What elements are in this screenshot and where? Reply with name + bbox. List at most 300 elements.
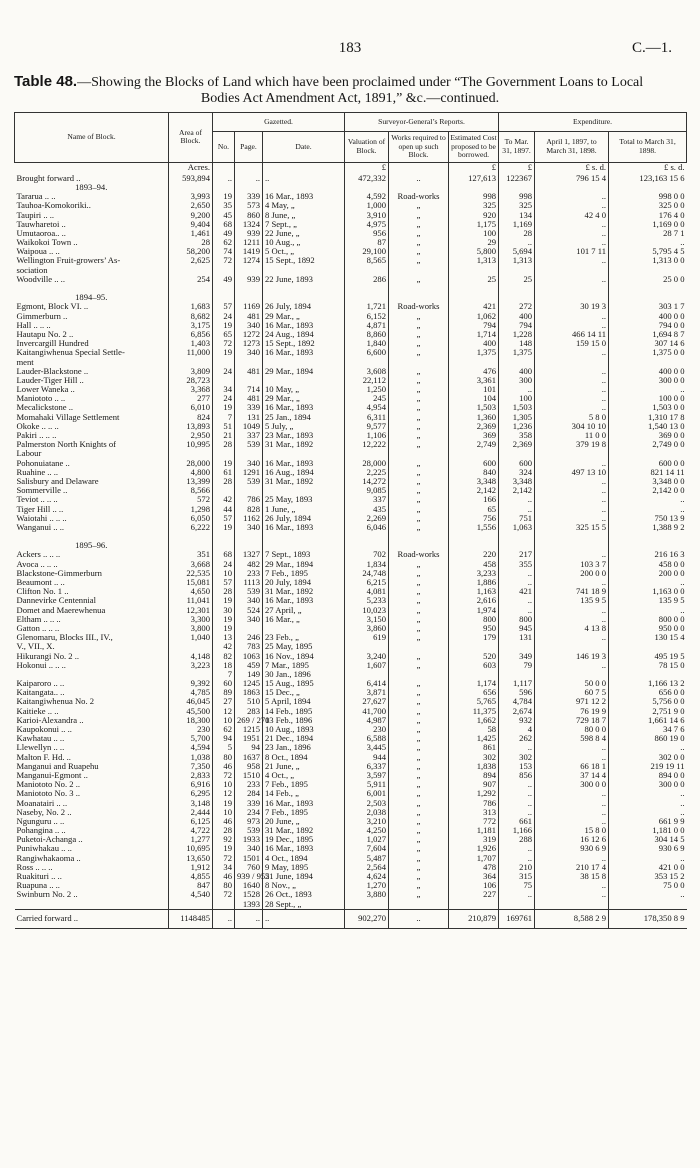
gazette-page-cell: 939 / 955 [235, 872, 263, 881]
gazette-no-cell: 19 [213, 403, 235, 412]
block-name-cell: Salisbury and Delaware [16, 475, 99, 486]
valuation-cell: 1,000 [345, 201, 389, 210]
block-name-cell: Puniwhakau .. .. [16, 843, 72, 854]
to-1897-cell: 134 [499, 211, 535, 220]
block-name-cell: Kaitangiwhenua No. 2 [16, 696, 95, 707]
gazette-date-cell: 5 July, „ [263, 422, 345, 431]
area-cell: 1,912 [169, 863, 213, 872]
gazette-date-cell: 10 Aug., „ [263, 238, 345, 247]
block-name-cell: Pakiri .. .. .. [16, 430, 57, 441]
gazette-no-cell: 72 [213, 256, 235, 265]
gazette-page-cell: 973 [235, 817, 263, 826]
total-cell: 794 0 0 [609, 321, 687, 330]
empty-cell [609, 284, 687, 293]
area-cell: 13,893 [169, 422, 213, 431]
works-cell: „ [389, 578, 449, 587]
to-1897-cell: 1,313 [499, 256, 535, 265]
gazette-no-cell: 57 [213, 514, 235, 523]
total-cell: 1,661 14 6 [609, 716, 687, 725]
valuation-cell: 619 [345, 633, 389, 642]
total-cell: 750 13 9 [609, 514, 687, 523]
april-1897-cell: .. [535, 238, 609, 247]
gazette-no-cell: 19 [213, 192, 235, 201]
estimated-cost-cell: 840 [449, 468, 499, 477]
gazette-page-cell: 339 [235, 192, 263, 201]
gazette-date-cell: 16 Mar., 1893 [263, 321, 345, 330]
empty-cell [535, 183, 609, 192]
works-cell: „ [389, 596, 449, 605]
total-cell: 200 0 0 [609, 569, 687, 578]
gazette-date-cell: 16 Mar., 1893 [263, 596, 345, 605]
gazette-page-cell: 481 [235, 367, 263, 376]
to-1897-cell: .. [499, 844, 535, 853]
to-1897-cell: .. [499, 789, 535, 798]
gazette-page-cell: 760 [235, 863, 263, 872]
gazette-no-cell: 19 [213, 615, 235, 624]
estimated-cost-cell: 772 [449, 817, 499, 826]
gazette-date-cell: 20 July, 1894 [263, 578, 345, 587]
to-1897-cell: 1,063 [499, 523, 535, 532]
empty-cell [263, 284, 345, 293]
area-cell: 4,855 [169, 872, 213, 881]
table-row [15, 734, 687, 743]
april-1897-cell: .. [535, 753, 609, 762]
block-name-cell: Blackstone-Gimmerburn [16, 567, 102, 578]
gazette-no-cell: 46 [213, 762, 235, 771]
april-1897-cell: £ s. d. [535, 162, 609, 172]
works-cell: „ [389, 505, 449, 514]
block-name-cell: Kaupokonui .. .. [16, 724, 72, 735]
works-cell: „ [389, 422, 449, 431]
empty-cell [389, 284, 449, 293]
block-name-cell: Labour [16, 448, 42, 459]
block-name-cell: Clifton No. 1 .. [16, 586, 69, 597]
block-name-cell: Ruahine .. .. [16, 466, 59, 477]
works-cell: „ [389, 238, 449, 247]
gazette-no-cell: 28 [213, 826, 235, 835]
estimated-cost-cell: 5,800 [449, 247, 499, 256]
estimated-cost-cell: 1,360 [449, 413, 499, 422]
block-name-cell: Lauder-Blackstone .. [16, 365, 89, 376]
total-cell: 1,166 13 2 [609, 679, 687, 688]
gazette-page-cell: 1419 [235, 247, 263, 256]
works-cell: „ [389, 321, 449, 330]
gazette-no-cell: 42 [213, 495, 235, 504]
gazette-no-cell: 35 [213, 201, 235, 210]
valuation-cell: 1,607 [345, 661, 389, 670]
block-name-cell: Eltham .. .. .. [16, 613, 61, 624]
area-cell: 3,223 [169, 661, 213, 670]
valuation-cell: 41,700 [345, 707, 389, 716]
gazette-date-cell: 16 Mar., 1893 [263, 403, 345, 412]
table-row [15, 505, 687, 514]
block-name-cell: Tiger Hill .. .. [16, 503, 64, 514]
table-row [15, 211, 687, 220]
valuation-cell: 1,834 [345, 560, 389, 569]
gazette-page-cell: 269 / 270 [235, 716, 263, 725]
works-cell: „ [389, 413, 449, 422]
to-1897-cell: 2,369 [499, 440, 535, 449]
gazette-page-cell: 149 [235, 670, 263, 679]
gazette-page-cell [235, 162, 263, 172]
gazette-date-cell: 16 Mar., 1893 [263, 459, 345, 468]
gazette-page-cell: 340 [235, 348, 263, 357]
gazette-page-cell: 246 [235, 633, 263, 642]
table-row [15, 780, 687, 789]
works-cell: „ [389, 624, 449, 633]
gazette-page-cell: 714 [235, 385, 263, 394]
gazette-date-cell: 29 Mar., 1894 [263, 367, 345, 376]
area-cell: 10,695 [169, 844, 213, 853]
valuation-cell: 10,023 [345, 606, 389, 615]
valuation-cell: 3,910 [345, 211, 389, 220]
to-1897-cell: 4,784 [499, 697, 535, 706]
area-cell: 11,000 [169, 348, 213, 357]
works-cell: „ [389, 688, 449, 697]
gazette-no-cell: 10 [213, 780, 235, 789]
works-cell: „ [389, 348, 449, 357]
gazette-page-cell: 1063 [235, 652, 263, 661]
total-cell: 135 9 5 [609, 596, 687, 605]
works-cell: „ [389, 403, 449, 412]
gazette-date-cell: 8 Nov., „ [263, 881, 345, 890]
valuation-cell: 14,272 [345, 477, 389, 486]
valuation-cell: 6,588 [345, 734, 389, 743]
total-cell: .. [609, 799, 687, 808]
total-cell: 216 16 3 [609, 550, 687, 559]
to-1897-cell: 315 [499, 872, 535, 881]
april-1897-cell: 598 8 4 [535, 734, 609, 743]
estimated-cost-cell: 2,616 [449, 596, 499, 605]
to-1897-cell: 2,674 [499, 707, 535, 716]
works-cell: „ [389, 780, 449, 789]
valuation-cell: 7,604 [345, 844, 389, 853]
works-cell: .. [389, 172, 449, 183]
to-1897-cell: 217 [499, 550, 535, 559]
works-cell: „ [389, 652, 449, 661]
valuation-cell: 6,152 [345, 312, 389, 321]
estimated-cost-cell: 166 [449, 495, 499, 504]
gazette-date-cell: 16 Mar., 1893 [263, 844, 345, 853]
gazette-date-cell: 13 Feb., 1896 [263, 716, 345, 725]
area-cell: 847 [169, 881, 213, 890]
april-1897-cell: .. [535, 376, 609, 385]
to-1897-cell: 131 [499, 633, 535, 642]
gazette-no-cell: 51 [213, 422, 235, 431]
total-cell: 123,163 15 6 [609, 172, 687, 183]
gazette-page-cell: 340 [235, 459, 263, 468]
block-name-cell: Swinburn No. 2 .. [16, 889, 78, 900]
gazette-date-cell: 28 Sept., „ [263, 900, 345, 910]
gazette-date-cell: 19 Dec., 1895 [263, 835, 345, 844]
table-row [15, 468, 687, 477]
total-cell: 353 15 2 [609, 872, 687, 881]
gazette-page-cell: 539 [235, 826, 263, 835]
to-1897-cell: .. [499, 890, 535, 899]
to-1897-cell: .. [499, 780, 535, 789]
works-cell: „ [389, 495, 449, 504]
april-1897-cell: 325 15 5 [535, 523, 609, 532]
area-cell: 254 [169, 275, 213, 284]
area-cell: 8,682 [169, 312, 213, 321]
gazette-no-cell: 82 [213, 652, 235, 661]
works-cell: „ [389, 872, 449, 881]
area-cell: 1,403 [169, 339, 213, 348]
estimated-cost-cell: 1,425 [449, 734, 499, 743]
estimated-cost-cell: 1,974 [449, 606, 499, 615]
valuation-cell: 6,337 [345, 762, 389, 771]
works-cell: „ [389, 835, 449, 844]
works-cell: „ [389, 211, 449, 220]
block-name-cell: Maniototo No. 3 .. [16, 788, 80, 799]
block-name-cell: Rangiwhakaoma .. [16, 852, 81, 863]
table-row [15, 192, 687, 201]
april-1897-cell: .. [535, 854, 609, 863]
estimated-cost-cell: 1,838 [449, 762, 499, 771]
area-cell: 18,300 [169, 716, 213, 725]
header-expenditure: Expenditure. [499, 113, 687, 132]
estimated-cost-cell: 1,292 [449, 789, 499, 798]
area-cell: 8,566 [169, 486, 213, 495]
area-cell: 6,222 [169, 523, 213, 532]
total-cell: .. [609, 238, 687, 247]
april-1897-cell: .. [535, 312, 609, 321]
valuation-cell: 3,210 [345, 817, 389, 826]
block-name-cell: Kaitangata.. .. [16, 687, 65, 698]
area-cell: 3,148 [169, 799, 213, 808]
empty-cell [345, 532, 389, 541]
gazette-no-cell: 30 [213, 606, 235, 615]
gazette-page-cell: 131 [235, 413, 263, 422]
gazette-page-cell: 1933 [235, 835, 263, 844]
to-1897-cell: 421 [499, 587, 535, 596]
gazette-no-cell: 19 [213, 799, 235, 808]
april-1897-cell [535, 449, 609, 458]
area-cell: 6,010 [169, 403, 213, 412]
empty-cell [535, 541, 609, 550]
estimated-cost-cell: 476 [449, 367, 499, 376]
gazette-no-cell: 28 [213, 477, 235, 486]
works-cell: „ [389, 587, 449, 596]
april-1897-cell: 38 15 8 [535, 872, 609, 881]
works-cell: „ [389, 854, 449, 863]
gazette-date-cell: .. [263, 172, 345, 183]
to-1897-cell: 596 [499, 688, 535, 697]
area-cell: 7,350 [169, 762, 213, 771]
gazette-no-cell: 72 [213, 771, 235, 780]
valuation-cell: 4,624 [345, 872, 389, 881]
total-cell: 2,751 9 0 [609, 707, 687, 716]
gazette-page-cell: 573 [235, 201, 263, 210]
block-name-cell: Waikokoi Town .. [16, 237, 78, 248]
gazette-page-cell: 481 [235, 394, 263, 403]
gazette-date-cell: 31 Mar., 1892 [263, 477, 345, 486]
table-row [15, 569, 687, 578]
gazette-page-cell: 1291 [235, 468, 263, 477]
gazette-page-cell: 1863 [235, 688, 263, 697]
block-name-cell: Woodville .. .. [16, 273, 65, 284]
table-row [15, 440, 687, 449]
valuation-cell: 435 [345, 505, 389, 514]
valuation-cell: 230 [345, 725, 389, 734]
works-cell: „ [389, 661, 449, 670]
area-cell: 5,700 [169, 734, 213, 743]
valuation-cell: 3,871 [345, 688, 389, 697]
block-name-cell: Maniototo .. .. [16, 393, 66, 404]
works-cell: „ [389, 734, 449, 743]
to-1897-cell: 122367 [499, 172, 535, 183]
to-1897-cell: 358 [499, 431, 535, 440]
table-row [15, 890, 687, 899]
works-cell: „ [389, 486, 449, 495]
table-row [15, 312, 687, 321]
gazette-date-cell: 1 June, „ [263, 505, 345, 514]
area-cell: 28,723 [169, 376, 213, 385]
works-cell: „ [389, 826, 449, 835]
april-1897-cell [535, 266, 609, 275]
block-name-cell: Waiotahi .. .. .. [16, 512, 67, 523]
april-1897-cell: 497 13 10 [535, 468, 609, 477]
works-cell: „ [389, 881, 449, 890]
valuation-cell: 4,987 [345, 716, 389, 725]
estimated-cost-cell: 1,503 [449, 403, 499, 412]
block-name-cell: Ackers .. .. .. [16, 549, 61, 560]
gazette-date-cell: 16 Mar., 1893 [263, 799, 345, 808]
total-cell: 178,350 8 9 [609, 909, 687, 928]
estimated-cost-cell: 920 [449, 211, 499, 220]
gazette-date-cell: 29 Mar., „ [263, 394, 345, 403]
gazette-date-cell: 10 May, „ [263, 385, 345, 394]
works-cell: „ [389, 220, 449, 229]
block-name-cell: Lauder-Tiger Hill .. [16, 374, 84, 385]
estimated-cost-cell: 800 [449, 615, 499, 624]
gazette-date-cell: 5 Oct., „ [263, 247, 345, 256]
valuation-cell: 1,106 [345, 431, 389, 440]
works-cell: .. [389, 909, 449, 928]
valuation-cell: 6,311 [345, 413, 389, 422]
gazette-page-cell: 828 [235, 505, 263, 514]
gazette-page-cell: .. [235, 172, 263, 183]
empty-cell [499, 532, 535, 541]
april-1897-cell: .. [535, 789, 609, 798]
gazette-date-cell: 30 Jan., 1896 [263, 670, 345, 679]
gazette-date-cell: 15 Sept., 1892 [263, 339, 345, 348]
valuation-cell: 3,880 [345, 890, 389, 899]
gazette-page-cell: 482 [235, 560, 263, 569]
table-row [15, 376, 687, 385]
total-cell: 369 0 0 [609, 431, 687, 440]
area-cell: 6,916 [169, 780, 213, 789]
table-row [15, 266, 687, 275]
works-cell: „ [389, 808, 449, 817]
gazette-no-cell: 46 [213, 872, 235, 881]
gazette-page-cell: 339 [235, 799, 263, 808]
gazette-page-cell: 234 [235, 808, 263, 817]
valuation-cell: 286 [345, 275, 389, 284]
to-1897-cell: .. [499, 495, 535, 504]
total-cell: 100 0 0 [609, 394, 687, 403]
estimated-cost-cell: 5,765 [449, 697, 499, 706]
to-1897-cell: 661 [499, 817, 535, 826]
gazette-no-cell [213, 900, 235, 910]
total-cell: 661 9 9 [609, 817, 687, 826]
gazette-page-cell: 340 [235, 321, 263, 330]
table-row [15, 808, 687, 817]
area-cell: 230 [169, 725, 213, 734]
gazette-no-cell [213, 162, 235, 172]
total-cell: 860 19 0 [609, 734, 687, 743]
valuation-cell: 9,577 [345, 422, 389, 431]
valuation-cell: 4,954 [345, 403, 389, 412]
gazette-no-cell: 46 [213, 817, 235, 826]
gazette-no-cell: 74 [213, 247, 235, 256]
gazette-date-cell: 23 Feb., „ [263, 633, 345, 642]
total-cell: 5,795 4 5 [609, 247, 687, 256]
total-cell: 1,169 0 0 [609, 220, 687, 229]
gazette-date-cell: 22 June, 1893 [263, 275, 345, 284]
block-name-cell: Pohangina .. .. [16, 825, 66, 836]
works-cell: „ [389, 385, 449, 394]
table-label: Table 48. [14, 73, 78, 90]
gazette-no-cell: 10 [213, 716, 235, 725]
block-name-cell: Hokonui .. .. .. [16, 659, 66, 670]
area-cell: 2,950 [169, 431, 213, 440]
area-cell: 4,800 [169, 468, 213, 477]
works-cell: „ [389, 569, 449, 578]
gazette-page-cell: 1637 [235, 753, 263, 762]
empty-cell [169, 284, 213, 293]
valuation-cell: 472,332 [345, 172, 389, 183]
valuation-cell: 6,215 [345, 578, 389, 587]
works-cell [389, 162, 449, 172]
total-cell: 176 4 0 [609, 211, 687, 220]
area-cell: 2,833 [169, 771, 213, 780]
gazette-page-cell: 481 [235, 312, 263, 321]
area-cell: 572 [169, 495, 213, 504]
valuation-cell: 2,564 [345, 863, 389, 872]
works-cell: „ [389, 312, 449, 321]
april-1897-cell [535, 358, 609, 367]
estimated-cost-cell: 786 [449, 799, 499, 808]
gazette-page-cell: 1640 [235, 881, 263, 890]
gazette-page-cell: 860 [235, 211, 263, 220]
to-1897-cell: 210 [499, 863, 535, 872]
table-row [15, 486, 687, 495]
total-cell: 400 0 0 [609, 367, 687, 376]
table-row [15, 743, 687, 752]
gazette-date-cell: 7 Feb., 1895 [263, 569, 345, 578]
valuation-cell: 6,600 [345, 348, 389, 357]
header-estimated-cost: Estimated Cost proposed to be borrowed. [449, 132, 499, 163]
to-1897-cell: 262 [499, 734, 535, 743]
to-1897-cell: 169761 [499, 909, 535, 928]
valuation-cell: 1,840 [345, 339, 389, 348]
valuation-cell: 28,000 [345, 459, 389, 468]
april-1897-cell: 741 18 9 [535, 587, 609, 596]
area-cell: 3,668 [169, 560, 213, 569]
block-name-cell: Moanatairi .. .. [16, 797, 68, 808]
gazette-date-cell: 22 June, „ [263, 229, 345, 238]
block-name-cell: Ngunguru .. .. [16, 815, 65, 826]
gazette-page-cell: 94 [235, 743, 263, 752]
works-cell: „ [389, 394, 449, 403]
april-1897-cell: .. [535, 229, 609, 238]
valuation-cell: 4,871 [345, 321, 389, 330]
table-row [15, 358, 687, 367]
april-1897-cell: 379 19 8 [535, 440, 609, 449]
gazette-date-cell: 29 Mar., 1894 [263, 560, 345, 569]
total-cell: 1,503 0 0 [609, 403, 687, 412]
